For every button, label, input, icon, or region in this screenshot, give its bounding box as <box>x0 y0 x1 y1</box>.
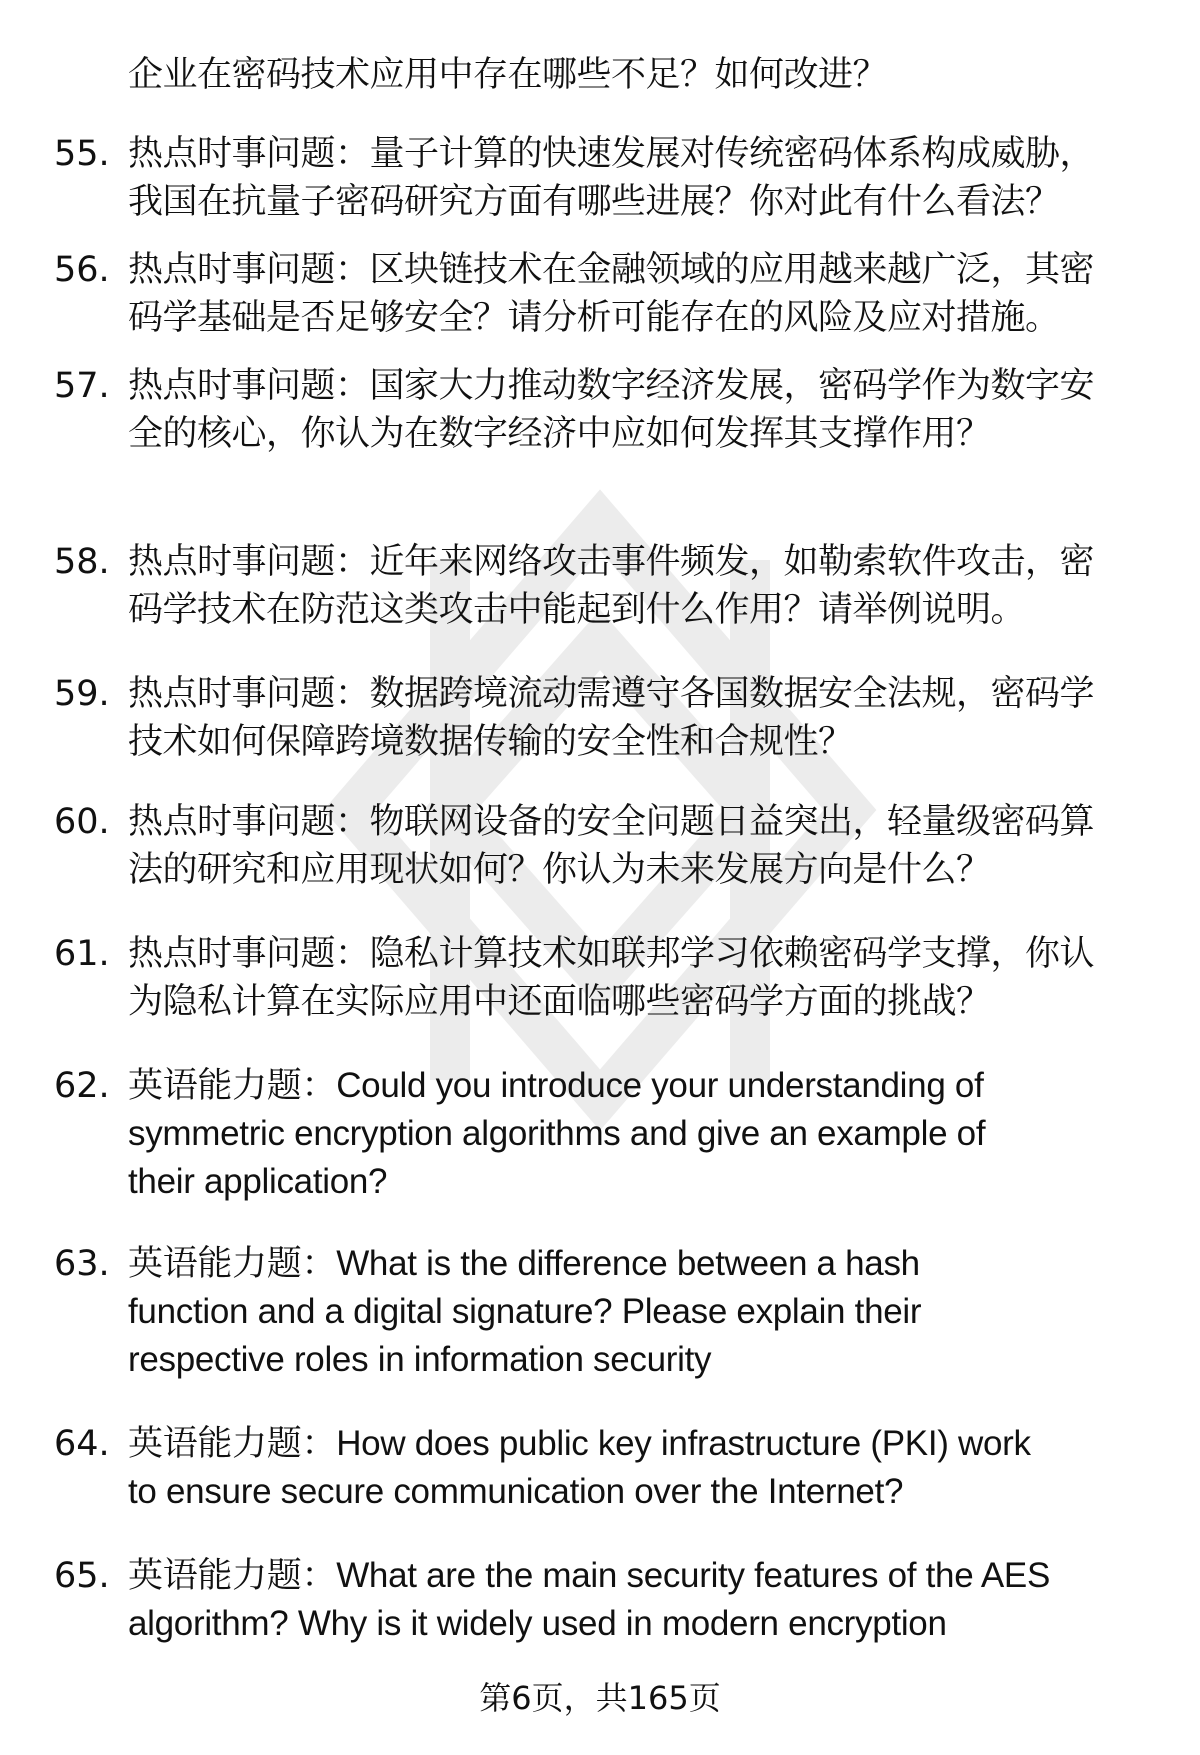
item-number: 63. <box>54 1244 110 1284</box>
item-line: 英语能力题：What is the difference between a hash <box>128 1244 920 1283</box>
item-line: 法的研究和应用现状如何？你认为未来发展方向是什么？ <box>128 850 991 890</box>
item-line: 热点时事问题：数据跨境流动需遵守各国数据安全法规，密码学 <box>128 674 1095 714</box>
item-line: algorithm? Why is it widely used in modern encryption <box>128 1604 947 1643</box>
item-line: 英语能力题：What are the main security features of the AES <box>128 1556 1050 1595</box>
item-line: function and a digital signature? Please explain their <box>128 1292 922 1331</box>
item-line: 热点时事问题：隐私计算技术如联邦学习依赖密码学支撑，你认 <box>128 934 1095 974</box>
item-line: 码学技术在防范这类攻击中能起到什么作用？请举例说明。 <box>128 590 1026 630</box>
page-footer: 第6页，共165页 <box>479 1679 721 1717</box>
item-line: 英语能力题：How does public key infrastructure (PKI) work <box>128 1424 1031 1463</box>
item-line: 全的核心，你认为在数字经济中应如何发挥其支撑作用？ <box>128 414 991 454</box>
item-line: 码学基础是否足够安全？请分析可能存在的风险及应对措施。 <box>128 298 1060 338</box>
item-line: their application? <box>128 1162 388 1201</box>
item-number: 59. <box>54 674 110 714</box>
continuation-line: 企业在密码技术应用中存在哪些不足？如何改进？ <box>128 55 888 95</box>
item-line: 为隐私计算在实际应用中还面临哪些密码学方面的挑战？ <box>128 982 991 1022</box>
item-line: symmetric encryption algorithms and give an example of <box>128 1114 986 1153</box>
item-number: 65. <box>54 1556 110 1596</box>
item-line: 热点时事问题：国家大力推动数字经济发展，密码学作为数字安 <box>128 366 1095 406</box>
item-number: 56. <box>54 250 110 290</box>
item-line: 我国在抗量子密码研究方面有哪些进展？你对此有什么看法？ <box>128 182 1060 222</box>
item-number: 57. <box>54 366 110 406</box>
item-line: to ensure secure communication over the Internet? <box>128 1472 904 1511</box>
item-line: 英语能力题：Could you introduce your understanding of <box>128 1066 984 1105</box>
item-line: respective roles in information security <box>128 1340 712 1379</box>
item-number: 55. <box>54 134 110 174</box>
item-number: 61. <box>54 934 110 974</box>
item-line: 热点时事问题：近年来网络攻击事件频发，如勒索软件攻击，密 <box>128 542 1095 582</box>
item-number: 62. <box>54 1066 110 1106</box>
item-line: 热点时事问题：物联网设备的安全问题日益突出，轻量级密码算 <box>128 802 1095 842</box>
item-line: 技术如何保障跨境数据传输的安全性和合规性？ <box>128 722 853 762</box>
item-line: 热点时事问题：区块链技术在金融领域的应用越来越广泛，其密 <box>128 250 1095 290</box>
item-number: 60. <box>54 802 110 842</box>
item-number: 64. <box>54 1424 110 1464</box>
item-line: 热点时事问题：量子计算的快速发展对传统密码体系构成威胁， <box>128 134 1095 174</box>
item-number: 58. <box>54 542 110 582</box>
